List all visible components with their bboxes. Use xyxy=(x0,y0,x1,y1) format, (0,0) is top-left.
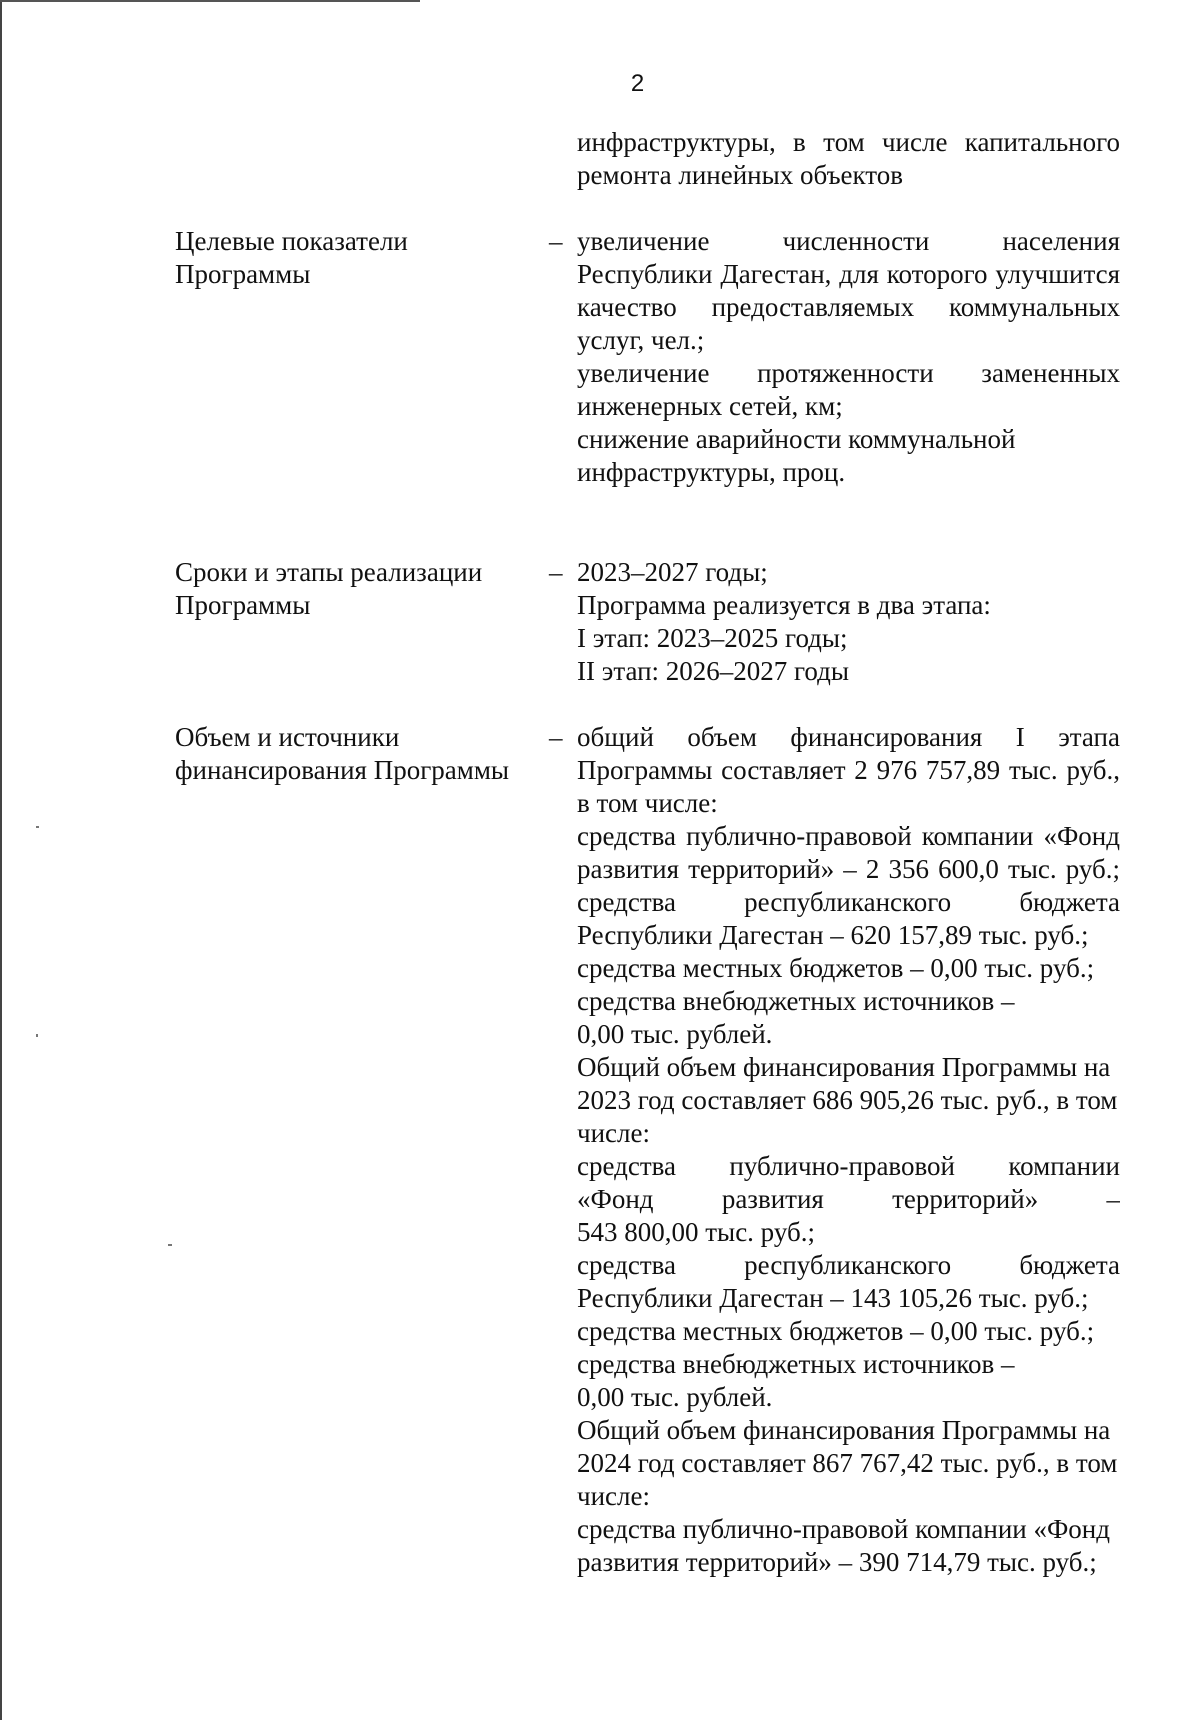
section-text-line: средства местных бюджетов – 0,00 тыс. руб.; xyxy=(577,953,1095,983)
section-text-line: качество предоставляемых коммунальных xyxy=(577,292,1120,322)
section-text-line: Общий объем финансирования Программы на xyxy=(577,1052,1111,1082)
section-text-line: средства внебюджетных источников – xyxy=(577,1349,1015,1379)
section-text-line: «Фонд развития территорий» – xyxy=(577,1184,1120,1214)
section-text-line: средства публично-правовой компании xyxy=(577,1151,1120,1181)
section-text-line: Общий объем финансирования Программы на xyxy=(577,1415,1111,1445)
section-text-line: инфраструктуры, проц. xyxy=(577,457,846,487)
section-text-line: увеличение численности населения xyxy=(577,226,1120,256)
section-label-funding: финансирования Программы xyxy=(175,755,510,785)
continuation-line: ремонта линейных объектов xyxy=(577,160,903,190)
scan-edge-top xyxy=(0,0,420,2)
continuation-line: инфраструктуры, в том числе капитального xyxy=(577,127,1120,157)
section-text-line: снижение аварийности коммунальной xyxy=(577,424,1016,454)
section-text-line: числе: xyxy=(577,1481,650,1511)
section-text-line: Республики Дагестан – 620 157,89 тыс. руб.; xyxy=(577,920,1089,950)
section-text-line: средства местных бюджетов – 0,00 тыс. руб.; xyxy=(577,1316,1095,1346)
section-text-line: Программа реализуется в два этапа: xyxy=(577,590,991,620)
section-text-line: 543 800,00 тыс. руб.; xyxy=(577,1217,815,1247)
section-text-line: 0,00 тыс. рублей. xyxy=(577,1382,773,1412)
section-dash: – xyxy=(549,557,563,587)
section-text-line: средства республиканского бюджета xyxy=(577,887,1120,917)
page-number: 2 xyxy=(630,70,645,97)
section-text-line: развития территорий» – 2 356 600,0 тыс. руб.; xyxy=(577,854,1120,884)
section-text-line: 2023–2027 годы; xyxy=(577,557,768,587)
section-text-line: увеличение протяженности замененных xyxy=(577,358,1120,388)
section-text-line: числе: xyxy=(577,1118,650,1148)
section-text-line: инженерных сетей, км; xyxy=(577,391,843,421)
scan-speck xyxy=(36,1034,38,1037)
section-text-line: Республики Дагестан – 143 105,26 тыс. руб.; xyxy=(577,1283,1089,1313)
section-text-line: услуг, чел.; xyxy=(577,325,705,355)
section-label-targets: Целевые показатели xyxy=(175,226,408,256)
section-text-line: II этап: 2026–2027 годы xyxy=(577,656,850,686)
section-label-funding: Объем и источники xyxy=(175,722,400,752)
scan-edge-left xyxy=(0,0,2,1720)
section-dash: – xyxy=(549,226,563,256)
section-label-targets: Программы xyxy=(175,259,311,289)
section-text-line: Программы составляет 2 976 757,89 тыс. руб., xyxy=(577,755,1120,785)
section-text-line: 2024 год составляет 867 767,42 тыс. руб., в том xyxy=(577,1448,1118,1478)
section-text-line: средства республиканского бюджета xyxy=(577,1250,1120,1280)
section-text-line: I этап: 2023–2025 годы; xyxy=(577,623,848,653)
section-dash: – xyxy=(549,722,563,752)
section-text-line: в том числе: xyxy=(577,788,718,818)
section-text-line: 0,00 тыс. рублей. xyxy=(577,1019,773,1049)
section-text-line: средства внебюджетных источников – xyxy=(577,986,1015,1016)
section-text-line: средства публично-правовой компании «Фонд xyxy=(577,821,1120,851)
scan-speck xyxy=(168,1244,172,1246)
section-text-line: средства публично-правовой компании «Фонд xyxy=(577,1514,1110,1544)
section-label-timeline: Программы xyxy=(175,590,311,620)
section-text-line: общий объем финансирования I этапа xyxy=(577,722,1120,752)
section-text-line: развития территорий» – 390 714,79 тыс. руб.; xyxy=(577,1547,1097,1577)
section-label-timeline: Сроки и этапы реализации xyxy=(175,557,483,587)
section-text-line: Республики Дагестан, для которого улучшится xyxy=(577,259,1120,289)
section-text-line: 2023 год составляет 686 905,26 тыс. руб., в том xyxy=(577,1085,1118,1115)
scan-speck xyxy=(36,826,39,828)
